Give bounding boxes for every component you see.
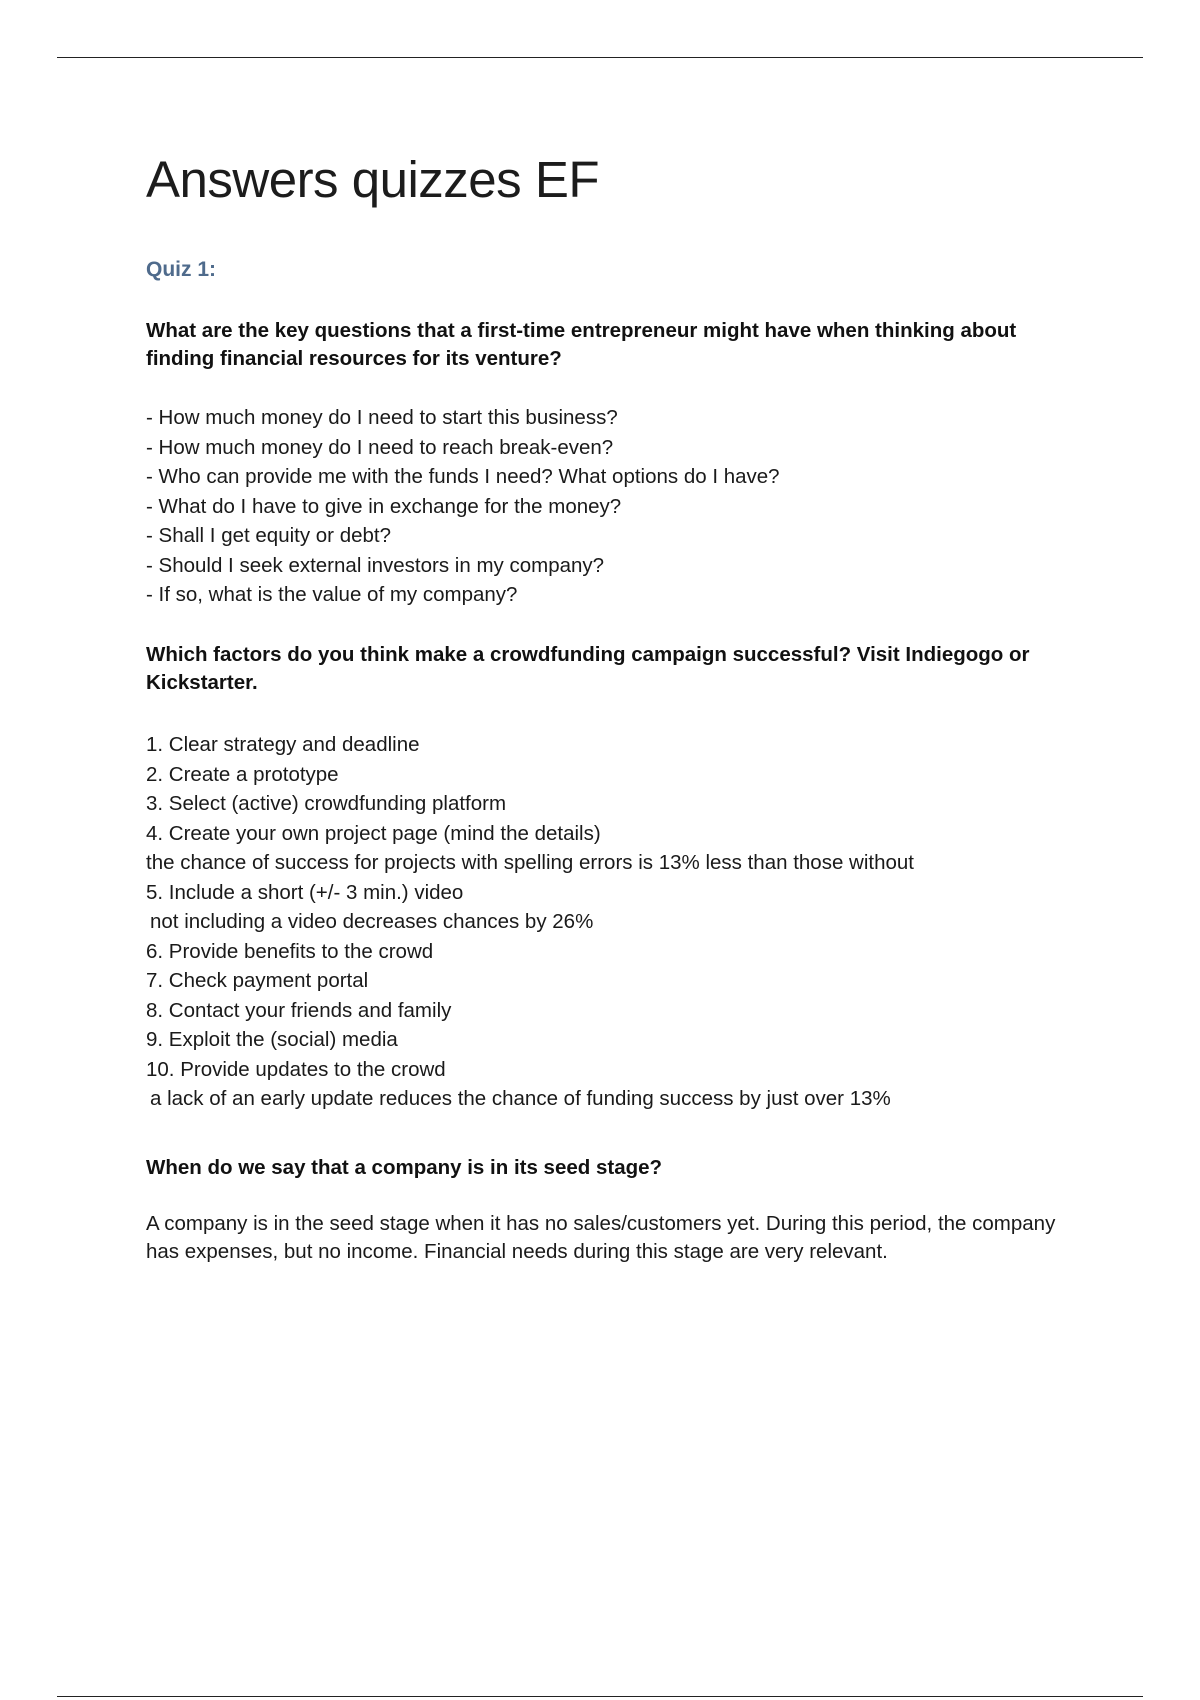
list-item: - Who can provide me with the funds I need? What options do I have? xyxy=(146,465,780,488)
list-item: the chance of success for projects with spelling errors is 13% less than those without xyxy=(146,851,914,874)
list-item: not including a video decreases chances by 26% xyxy=(150,910,594,933)
question-block-3 xyxy=(146,1154,1076,1182)
question-text: What are the key questions that a first-time entrepreneur might have when thinking about finding financial resources for its venture? xyxy=(146,319,1017,370)
answer-list-1 xyxy=(146,403,1076,610)
document-title: Answers quizzes EF xyxy=(146,151,599,208)
list-item: 5. Include a short (+/- 3 min.) video xyxy=(146,880,464,904)
list-item: - How much money do I need to reach break-even? xyxy=(146,435,614,459)
list-item: 2. Create a prototype xyxy=(146,762,339,786)
bottom-divider xyxy=(57,1696,1143,1697)
list-item: 8. Contact your friends and family xyxy=(146,998,452,1022)
list-item: 9. Exploit the (social) media xyxy=(146,1028,398,1051)
list-item: 6. Provide benefits to the crowd xyxy=(146,939,434,963)
list-item: - Shall I get equity or debt? xyxy=(146,524,392,547)
quiz-heading: Quiz 1: xyxy=(146,258,217,281)
list-item: - Should I seek external investors in my company? xyxy=(146,553,605,577)
question-block-2 xyxy=(146,641,1076,697)
question-block-1 xyxy=(146,317,1076,373)
document-body xyxy=(146,150,1076,1263)
list-item: 1. Clear strategy and deadline xyxy=(146,733,420,756)
question-text: Which factors do you think make a crowdfunding campaign successful? Visit Indiegogo or Kickstarter. xyxy=(146,643,1030,694)
question-text: When do we say that a company is in its seed stage? xyxy=(146,1156,663,1179)
list-item: a lack of an early update reduces the chance of funding success by just over 13% xyxy=(150,1087,891,1110)
list-item: 10. Provide updates to the crowd xyxy=(146,1057,446,1081)
list-item: 7. Check payment portal xyxy=(146,969,369,992)
top-divider xyxy=(57,57,1143,58)
list-item: - If so, what is the value of my company? xyxy=(146,583,518,606)
answer-paragraph: A company is in the seed stage when it has no sales/customers yet. During this period, the company has expenses, but no income. Financial needs during this stage are very relevant. xyxy=(146,1212,1056,1263)
list-item: - What do I have to give in exchange for the money? xyxy=(146,494,622,518)
list-item: 4. Create your own project page (mind the details) xyxy=(146,821,601,845)
list-item: 3. Select (active) crowdfunding platform xyxy=(146,792,507,815)
list-item: - How much money do I need to start this business? xyxy=(146,406,618,429)
answer-list-2 xyxy=(146,730,1076,1114)
answer-paragraph-3 xyxy=(146,1210,1076,1266)
